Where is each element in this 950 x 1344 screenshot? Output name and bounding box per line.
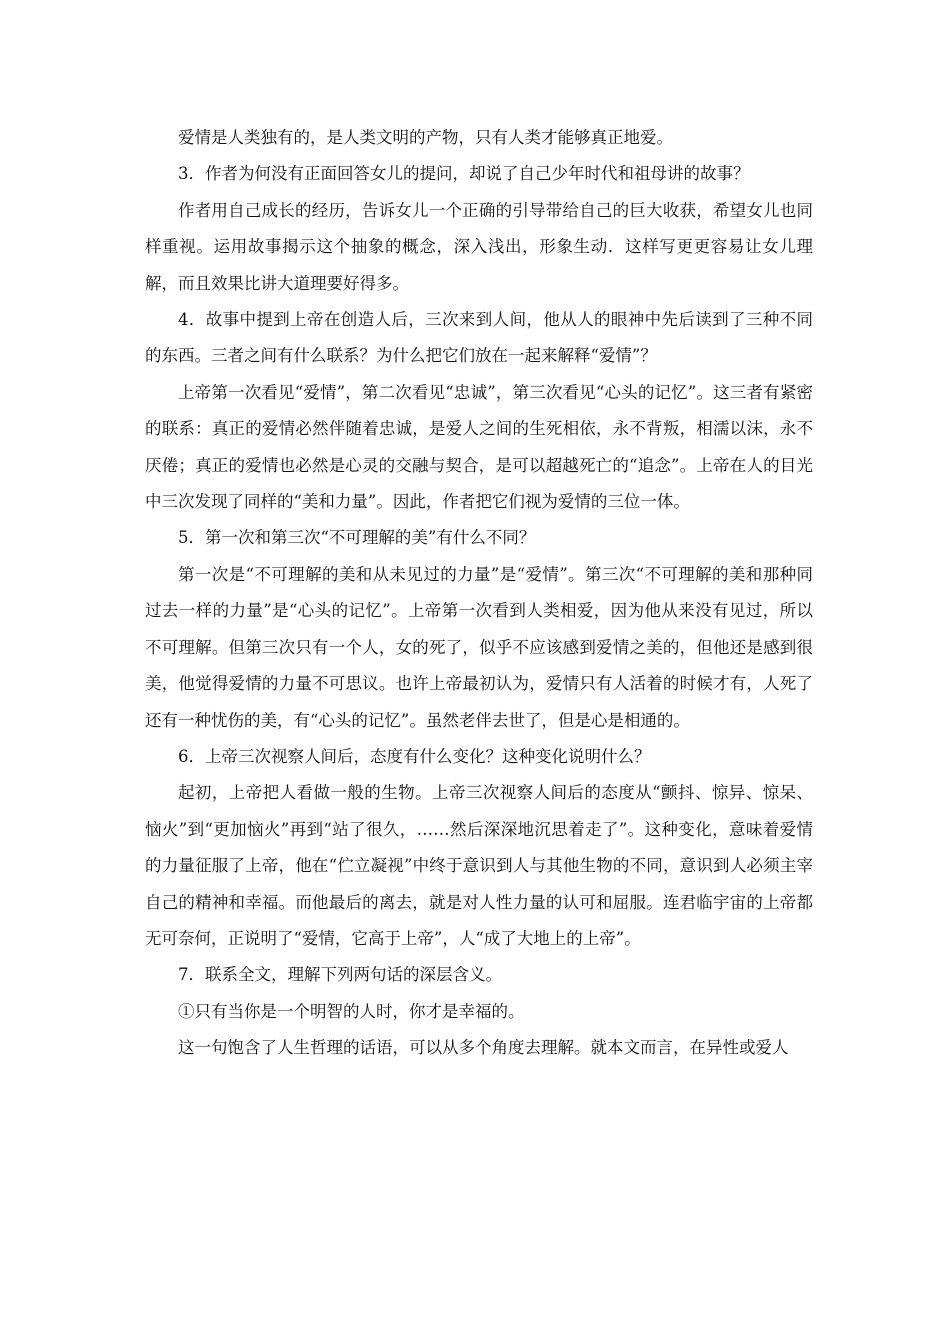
question-4: 4．故事中提到上帝在创造人后，三次来到人间，他从人的眼神中先后读到了三种不同的东西。三者之间有什么联系？为什么把它们放在一起来解释“爱情”？ xyxy=(145,310,813,366)
question-3: 3．作者为何没有正面回答女儿的提问，却说了自己少年时代和祖母讲的故事？ xyxy=(178,164,750,184)
question-7: 7．联系全文，理解下列两句话的深层含义。 xyxy=(178,965,502,985)
question-5: 5．第一次和第三次“不可理解的美”有什么不同？ xyxy=(178,528,536,548)
sentence-1: ①只有当你是一个明智的人时，你才是幸福的。 xyxy=(178,1001,525,1021)
answer-paragraph-6: 起初，上帝把人看做一般的生物。上帝三次视察人间后的态度从“颤抖、惊异、惊呆、恼火”到“更加恼火”再到“站了很久，……然后深深地沉思着走了”。这种变化，意味着爱情的力量征服了上帝，他在“伫立凝视”中终于意识到人与其他生物的不同，意识到人必须主宰自己的精神和幸福。而他最后的离去，就是对人性力量的认可和屈服。连君临宇宙的上帝都无可奈何，正说明了“爱情，它高于上帝”，人“成了大地上的上帝”。 xyxy=(145,783,813,948)
answer-paragraph-5: 第一次是“不可理解的美和从未见过的力量”是“爱情”。第三次“不可理解的美和那种同过去一样的力量”是“心头的记忆”。上帝第一次看到人类相爱，因为他从来没有见过，所以不可理解。但第三次只有一个人，女的死了，似乎不应该感到爱情之美的，但他还是感到很美，他觉得爱情的力量不可思议。也许上帝最初认为，爱情只有人活着的时候才有，人死了还有一种忧伤的美，有“心头的记忆”。虽然老伴去世了，但是心是相通的。 xyxy=(145,564,813,730)
question-6: 6．上帝三次视察人间后，态度有什么变化？这种变化说明什么？ xyxy=(178,746,651,766)
answer-paragraph-2: 爱情是人类独有的，是人类文明的产物，只有人类才能够真正地爱。 xyxy=(178,128,673,147)
answer-paragraph-3: 作者用自己成长的经历，告诉女儿一个正确的引导带给自己的巨大收获，希望女儿也同样重视。运用故事揭示这个抽象的概念，深入浅出，形象生动．这样写更更容易让女儿理解，而且效果比讲大道理要好得多。 xyxy=(145,200,813,293)
answer-paragraph-4: 上帝第一次看见“爱情”，第二次看见“忠诚”，第三次看见“心头的记忆”。这三者有紧密的联系：真正的爱情必然伴随着忠诚，是爱人之间的生死相依，永不背叛，相濡以沫，永不厌倦；真正的爱情也必然是心灵的交融与契合，是可以超越死亡的“追念”。上帝在人的目光中三次发现了同样的“美和力量”。因此，作者把它们视为爱情的三位一体。 xyxy=(145,382,813,512)
answer-paragraph-7: 这一句饱含了人生哲理的话语，可以从多个角度去理解。就本文而言，在异性或爱人 xyxy=(178,1038,789,1058)
document-page xyxy=(145,120,813,1067)
